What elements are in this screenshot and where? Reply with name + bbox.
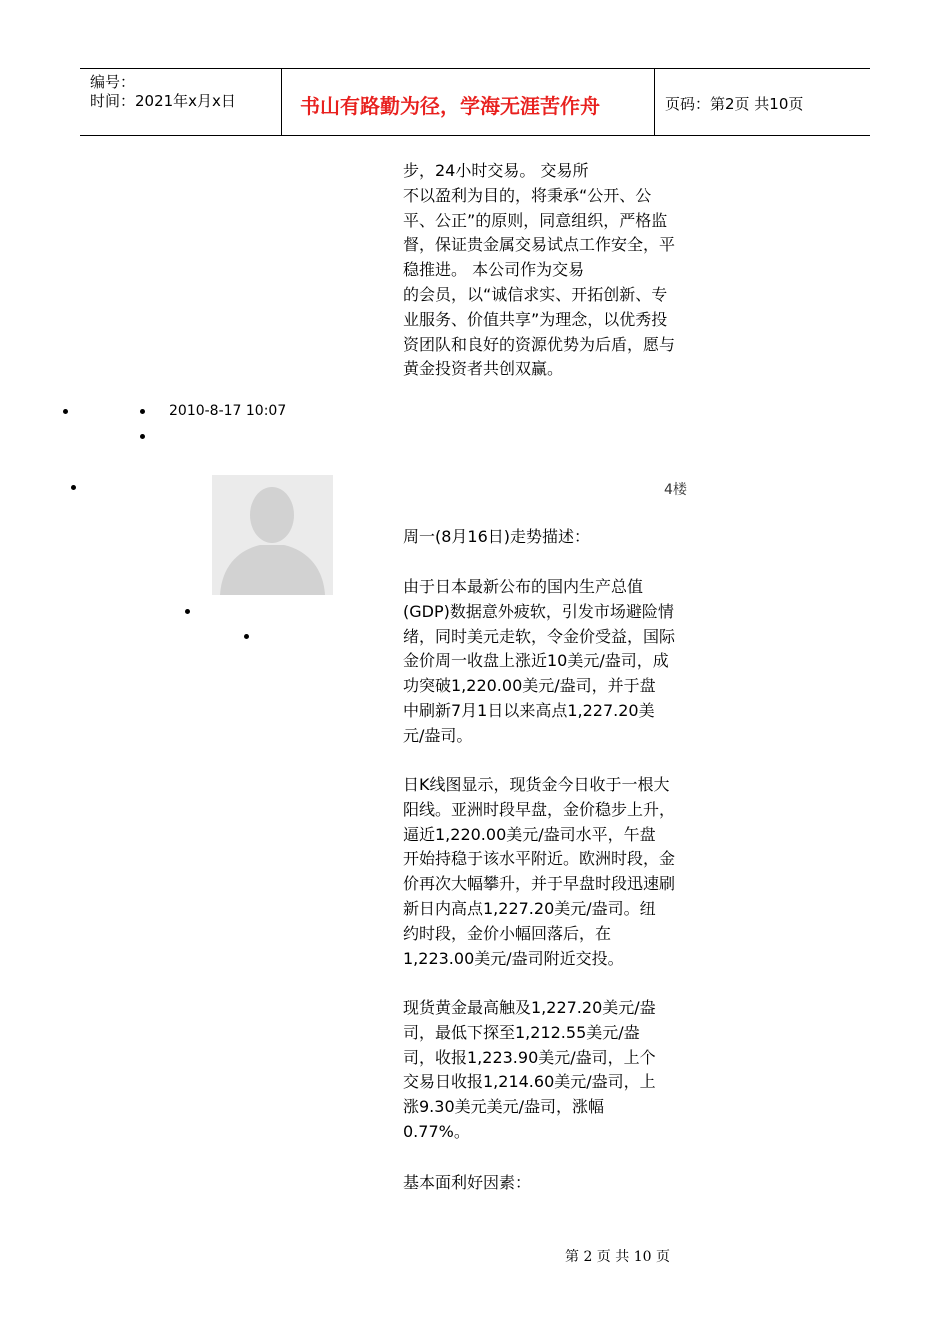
text-line: 1,223.00美元/盎司附近交投。	[403, 948, 624, 968]
list-bullet	[185, 609, 190, 614]
text-line: 司，最低下探至1,212.55美元/盎	[403, 1022, 640, 1042]
text-line: 绪，同时美元走软，令金价受益，国际	[403, 626, 676, 646]
post-paragraph-4: 基本面利好因素：	[403, 1173, 532, 1192]
text-line: 步，24小时交易。 交易所	[403, 161, 589, 180]
post-timestamp: 2010-8-17 10:07	[169, 403, 287, 419]
text-line: 价再次大幅攀升，并于早盘时段迅速刷	[403, 874, 676, 894]
header-motto: 书山有路勤为径，学海无涯苦作舟	[300, 94, 600, 118]
default-user-icon	[212, 475, 333, 595]
post-paragraph-2	[403, 773, 693, 971]
text-line: 资团队和良好的资源优势为后盾，愿与	[403, 334, 676, 354]
list-bullet	[71, 485, 76, 490]
post-paragraph-1	[403, 575, 693, 749]
post-paragraph-3	[403, 996, 693, 1145]
header-top-rule	[80, 68, 870, 69]
list-bullet	[244, 634, 249, 639]
post-heading: 周一(8月16日)走势描述：	[403, 527, 591, 546]
text-line: 新日内高点1,227.20美元/盎司。纽	[403, 898, 656, 918]
header-divider-left	[281, 68, 282, 136]
text-line: 现货黄金最高触及1,227.20美元/盎	[403, 998, 656, 1017]
text-line: 逼近1,220.00美元/盎司水平，午盘	[403, 824, 656, 844]
text-line: 平、公正”的原则，同意组织，严格监	[403, 210, 668, 230]
text-line: 中刷新7月1日以来高点1,227.20美	[403, 700, 655, 720]
text-line: 督，保证贵金属交易试点工作安全，平	[403, 235, 676, 255]
text-line: 0.77%。	[403, 1121, 470, 1141]
text-line: 功突破1,220.00美元/盎司，并于盘	[403, 676, 656, 696]
document-time-label: 时间：2021年x月x日	[90, 92, 236, 110]
list-bullet	[140, 409, 145, 414]
floor-number: 4楼	[664, 482, 687, 498]
list-bullet	[63, 409, 68, 414]
text-line: 元/盎司。	[403, 725, 473, 745]
text-line: 日K线图显示，现货金今日收于一根大	[403, 775, 670, 794]
text-line: 的会员，以“诚信求实、开拓创新、专	[403, 284, 668, 304]
text-line: 阳线。亚洲时段早盘，金价稳步上升，	[403, 799, 676, 819]
list-bullet	[140, 434, 145, 439]
page-footer: 第 2 页 共 10 页	[565, 1249, 670, 1265]
text-line: 由于日本最新公布的国内生产总值	[403, 577, 644, 596]
text-line: (GDP)数据意外疲软，引发市场避险情	[403, 601, 674, 621]
header-divider-right	[654, 68, 655, 136]
text-line: 不以盈利为目的，将秉承“公开、公	[403, 185, 652, 205]
text-line: 稳推进。 本公司作为交易	[403, 260, 585, 280]
continuation-paragraph	[403, 159, 693, 382]
text-line: 涨9.30美元美元/盎司，涨幅	[403, 1097, 605, 1117]
page-indicator: 页码：第2页 共10页	[665, 95, 804, 113]
text-line: 交易日收报1,214.60美元/盎司，上	[403, 1072, 656, 1092]
text-line: 黄金投资者共创双赢。	[403, 359, 564, 379]
text-line: 开始持稳于该水平附近。欧洲时段，金	[403, 849, 676, 869]
text-line: 司，收报1,223.90美元/盎司，上个	[403, 1047, 656, 1067]
user-avatar	[212, 475, 333, 595]
header-bottom-rule	[80, 135, 870, 136]
text-line: 业服务、价值共享”为理念，以优秀投	[403, 309, 668, 329]
text-line: 约时段，金价小幅回落后，在	[403, 923, 612, 943]
document-number-label: 编号：	[90, 73, 136, 91]
text-line: 金价周一收盘上涨近10美元/盎司，成	[403, 651, 669, 671]
